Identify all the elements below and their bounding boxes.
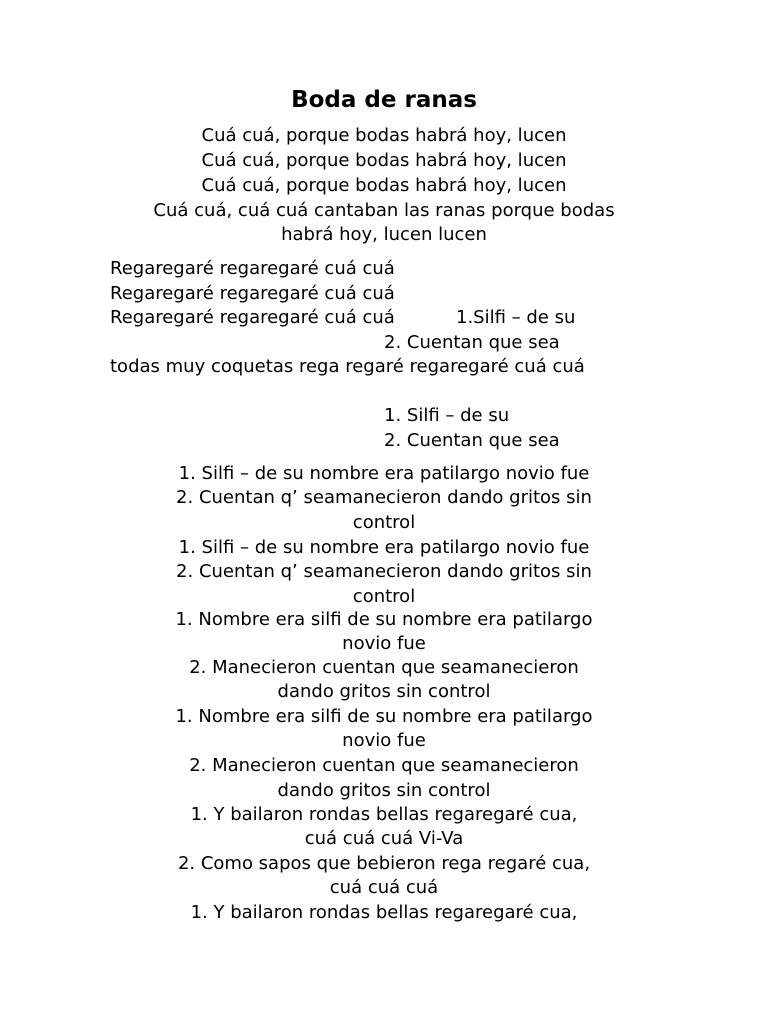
verse-line: cuá cuá cuá bbox=[329, 877, 439, 898]
verse-line: 1. Y bailaron rondas bellas regaregaré cua, bbox=[190, 902, 578, 923]
verse-line: 1. Nombre era silfi de su nombre era patilargo bbox=[175, 706, 593, 727]
verse-line: cuá cuá cuá Vi-Va bbox=[304, 828, 464, 849]
intro-line: Cuá cuá, porque bodas habrá hoy, lucen bbox=[201, 175, 567, 196]
verse-line: control bbox=[352, 586, 416, 607]
verse-line: 1. Silfi – de su nombre era patilargo novio fue bbox=[178, 537, 590, 558]
chorus-line: Regaregaré regaregaré cuá cuá bbox=[110, 307, 395, 328]
verse-line: 1. Silfi – de su nombre era patilargo novio fue bbox=[178, 463, 590, 484]
verse-line: 1. Y bailaron rondas bellas regaregaré cua, bbox=[190, 804, 578, 825]
verse-line: dando gritos sin control bbox=[277, 681, 491, 702]
verse-line: 2. Manecieron cuentan que seamanecieron bbox=[189, 755, 579, 776]
verse-line: dando gritos sin control bbox=[277, 780, 491, 801]
chorus-line: Regaregaré regaregaré cuá cuá bbox=[110, 258, 395, 279]
chorus-line: 1.Silfi – de su bbox=[456, 307, 576, 328]
intro-line: Cuá cuá, porque bodas habrá hoy, lucen bbox=[201, 150, 567, 171]
intro-line: Cuá cuá, porque bodas habrá hoy, lucen bbox=[201, 125, 567, 146]
intro-line: Cuá cuá, cuá cuá cantaban las ranas porque bodas bbox=[153, 200, 615, 221]
verse-line: 2. Manecieron cuentan que seamanecieron bbox=[189, 657, 579, 678]
verse-line: 2. Cuentan q’ seamanecieron dando gritos sin bbox=[176, 561, 592, 582]
chorus-line: Regaregaré regaregaré cuá cuá bbox=[110, 283, 395, 304]
intro-line: habrá hoy, lucen lucen bbox=[281, 224, 487, 245]
verse-line: 2. Como sapos que bebieron rega regaré cua, bbox=[177, 853, 591, 874]
verse-line: 1. Nombre era silfi de su nombre era patilargo bbox=[175, 609, 593, 630]
verse-line: novio fue bbox=[342, 730, 426, 751]
chorus-line: 2. Cuentan que sea bbox=[384, 332, 560, 353]
verse-line: 2. Cuentan q’ seamanecieron dando gritos sin bbox=[176, 487, 592, 508]
page-title: Boda de ranas bbox=[291, 87, 477, 113]
chorus-line: 2. Cuentan que sea bbox=[384, 430, 560, 451]
verse-line: novio fue bbox=[342, 633, 426, 654]
chorus-line: todas muy coquetas rega regaré regaregaré cuá cuá bbox=[110, 356, 585, 377]
verse-line: control bbox=[352, 512, 416, 533]
chorus-line: 1. Silfi – de su bbox=[384, 405, 510, 426]
